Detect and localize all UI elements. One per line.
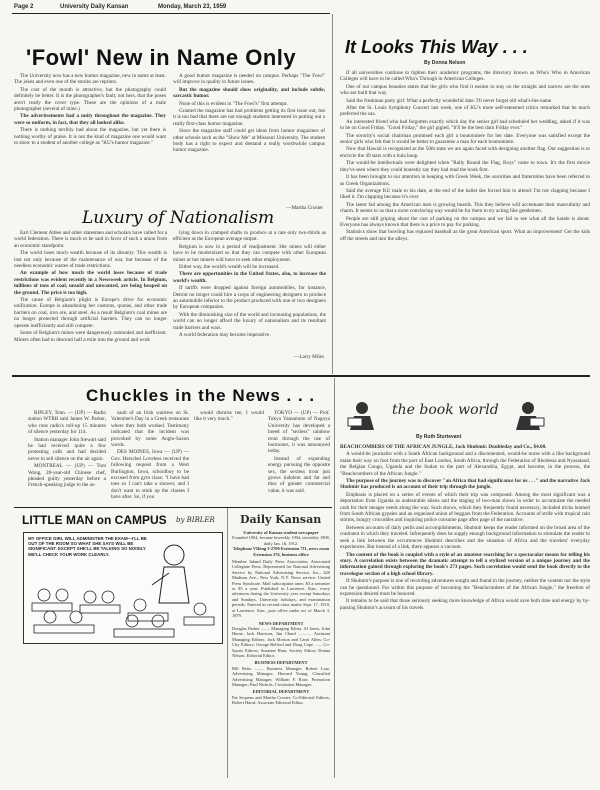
book-heading: BEACHCOMBERS OF THE AFRICAN JUNGLE, Jack Shubmir. Doubleday and Co., $4.00. xyxy=(340,444,547,450)
masthead-telephone: Telephone VIking 3-2700 Extension 711, news room Extension 376, business office xyxy=(232,546,330,557)
book-p4: Between accounts of daily perils and accomplishments, Shubmir keeps the reader informed on the broad area of the continent in which they traveled. Infrequently does he supply enough background information to stimulate the reader to seek a link between the occurrences Shubmir describes and the situation of Africa and the travelers' everyday experiences. But instead of a link, there appears a vacuum. xyxy=(340,524,590,551)
issue-date: Monday, March 23, 1959 xyxy=(158,4,227,10)
luxury-col1-p5: Some of Belgium's mines were dangerously outmoded and inefficient. Miners often had to descend half a mile into the ground and work xyxy=(14,330,167,343)
looks-p5: An interested friend who had forgotten exactly which day the senior girl had scheduled her wedding, asked if it was to be on Good Friday. "Good Friday," the girl gigled, "It'll be the best darn Friday ever." xyxy=(340,118,590,132)
looks-column xyxy=(340,70,590,372)
masthead-divider xyxy=(227,508,228,778)
book-byline: By Ruth Sturtevant xyxy=(416,434,462,440)
section-rule xyxy=(12,375,590,377)
cartoon-caption: MY OFFICE GIRL WILL ADMINISTER THE EXAM—I'LL BE OUT OF THE ROOM SO WHAT SHE SAYS WILL BE SIGNIFICANT. EXCEPT SHE'LL BE TALKING SO NOISILY WE'LL CHECK YOUR WORK CLEARLY. xyxy=(28,536,147,557)
looks-p7: Now that Hawaii is recognized as the 50th state we are again faced with designing another flag. Our suggestion is to encircle the 49 stars with a hula hoop. xyxy=(340,146,590,159)
chuckles-col1 xyxy=(28,410,106,502)
fowl-col1-p1: The University now has a new humor magazine, new in name at least. The jokes and even one of the stories are reprints. xyxy=(14,73,166,86)
masthead-body xyxy=(232,530,330,778)
fowl-col1-p2: The cost of the month is attractive, but the photography could definitely be better. It is the photographer's fault, not hers, that the poses aren't really the cover type. These are the opinions of a male photographer (several of mine.) xyxy=(14,86,166,113)
luxury-col1-p1: Earl Clement Attlee and other statesmen and scholars have called for a world federation. There is much to be said in favor of such a union from an economic standpoint. xyxy=(14,230,167,249)
looks-p10: Said the average KU male to his date, at the end of the ballet she forced him to attend: I'm not clapping because I liked it. I'm clapping because it's over. xyxy=(340,187,590,201)
looks-p11: The latest fad among the American men is growing beards. This they believe will accentuate their masculinity and charm. It seems to us that a more convincing way would be for them to try acting like gentlemen. xyxy=(340,201,590,215)
business-dept-heading: BUSINESS DEPARTMENT xyxy=(254,660,308,666)
book-p5: The content of the book is coupled with a style of an amateur searching for a spectacular means for telling his story. A correlation exists between the dramatic attempt to tell a stylized version of a unique journey and the information gained through exploring the book's 273 pages. Such correlation would send the book directly to the travelogue section of a high school library. xyxy=(340,551,590,577)
chuckles-headline: Chuckles in the News . . . xyxy=(86,386,316,405)
luxury-col1-p3: An example of how much the world loses because of trade restrictions was evident recently in a Newsweek article. In Belgium, millions of tons of coal, unsold and unwanted, are being heaped on the ground. The price is too high. xyxy=(14,270,167,296)
looks-p8: The would-be intellectuals were delighted when "Rally Round the Flag, Boys" came to town. It's the first movie they've seen where they could honestly say they had read the book first. xyxy=(340,160,590,173)
luxury-col2-p4: There are opportunities in the United States, also, to increase the world's wealth. xyxy=(173,271,326,284)
chuckles-item-2: Station manager John Stewart said he had received quite a few protesting calls and had decided never to sell silence on the air again. xyxy=(28,436,106,462)
looks-p12: People are still griping about the cost of parking on the campus and we fail to see what all the hassle is about. Everyone has always known that there is a price to pay for parking. xyxy=(340,215,590,228)
book-p7: It remains to be said that those seriously seeking more knowledge of Africa would save both time and energy by by-passing Shubmir's account of his travels. xyxy=(340,598,590,611)
masthead-subtitle: University of Kansas student newspaper xyxy=(243,530,319,535)
chuckles-col2 xyxy=(111,410,189,502)
masthead-title: Daily Kansan xyxy=(240,513,322,526)
chuckles-col3a xyxy=(194,410,264,426)
chuckles-item-5: DES MOINES, Iowa — (UP) — Gov. Herschel Loveless received the following request from a West Burlington, Iowa, schoolboy to be excused from gym class: "I have bad toes so I can't take a shower, and I don't want to stink up the classes I have after. So, if you xyxy=(111,449,189,501)
chuckles-item-4: sault of an Irish waitress on St. Valentine's Day in a Greek restaurant where they both worked. Testimony indicated that the incident was provoked by some Anglo-Saxon words. xyxy=(111,410,189,449)
cartoon-panel xyxy=(23,532,223,644)
header-rule xyxy=(12,13,330,14)
fowl-col2-p1: A good humor magazine is needed on campus. Perhaps "The Fowl" will improve in quality in future issues. xyxy=(173,73,325,86)
news-dept-staff: Douglas Parker ........ Managing Editor. Al Jones, John Hume, Jack Harrison, Jim Chard ............ Assistant Managing Editors; Jack Morton and Carol Allen, Co-City Editors; George Belford and Doug Cope ....... Co-Sports Editors; Suzanne Harn, Society Editor; Donna Nelson, Editorial Editor. xyxy=(232,625,330,658)
chuckles-col4 xyxy=(268,410,330,502)
fowl-col1 xyxy=(14,73,166,213)
chuckles-item-1: RIPLEY, Tenn. — (UP) — Radio station WTRB said James W. Parker, who runs radio's roll-up 15 minutes of silence yesterday for 114. xyxy=(28,410,106,436)
looks-p13: Statistics show that bowling has replaced baseball as the great American sport. What an improvement! Get the kids off the streets and into the alleys. xyxy=(340,229,590,242)
looks-p2: One of our campus beauties states that the girls who find it easiest to stay on the straight and narrow are the ones who are built that way. xyxy=(340,83,590,97)
luxury-col1 xyxy=(14,230,167,362)
luxury-col2-p7: A world federation may become imperative. xyxy=(179,332,271,339)
page-number: Page 2 xyxy=(14,4,34,10)
book-review xyxy=(340,444,590,780)
fowl-col2-p5: Since the magazine staff could get ideas from humor magazines of other schools such as the "Show Me" at Missouri University. The student body has a right to expect and demand a really worthwhile campus humor magazine. xyxy=(173,128,325,154)
luxury-col2-p5: If tariffs were dropped against foreign automobiles, for instance, Detroit no longer could hire a corps of engineering designers to produce an automobile inferior to the product produced with one or two designers by European companies. xyxy=(173,285,326,311)
chuckles-item-7: TOKYO — (UP) — Prof. Tokyo Yamamoto of Nagoya University has developed a breed of "sexless" rainbow trout through the use of hormones, it was announced today. xyxy=(268,410,330,455)
looks-p3: Said the freshman party girl: What a perfectly wonderful date. I'll never forget old what's-his-name. xyxy=(346,97,553,104)
cartoon-artist: by BIBLER xyxy=(176,516,215,524)
masthead-info: Member Inland Daily Press Association, Associated Collegiate Press. Represented for National Advertising Service by National Advertising Service, Inc., 420 Madison Ave., New York, N.Y. News service: United Press Syndicate. Mail subscription rates: $3 a semester or $5 a year. Published in Lawrence, Kan., every afternoon during the University year except Saturdays and Sundays, University holidays, and examination periods. Entered as second-class matter Sept. 17, 1910, at Lawrence, Kan., post office under act of March 3, 1879. xyxy=(232,559,330,619)
luxury-signature: —Larry Miles xyxy=(294,354,324,360)
chuckles-item-8: Instead of expending energy pursuing the opposite sex, the sexless trout just grows indolent and fat and thus of greater commercial value, it was said. xyxy=(268,455,330,494)
luxury-col2 xyxy=(173,230,326,354)
fowl-col1-p4: There is nothing terribly bad about the magazine, but yet there is nothing worthy of praise. It is not the kind of magazine one would want to show to a student of another college as "KU's humor magazine." xyxy=(14,127,166,147)
book-p1: A would-be journalist with a South African background and a discontented, would-be nurse with a like background make their way on foot from the port of East London, South Africa, through the Federation of Rhodesia and Nyasaland, the Belgian Congo, Uganda and the Sudan to the port of Alexandria, Egypt, and become, in the process, the "Beachcombers of the African Jungle." xyxy=(340,451,590,477)
fowl-signature: —Martha Crosier xyxy=(286,205,323,211)
book-divider xyxy=(334,378,335,778)
reader-right-illustration xyxy=(508,398,548,432)
book-p3: Emphasis is placed on a series of events of which their trip was composed. Among the most significant was a deportation from Uganda as undesirable aliens and the staging of two-man shows in order to accumulate the needed cash for their meager needs along the way. Such shows, which they frequently found necessary, included tricks learned from South African gypsies and an organized union of beggars from the Federation. Accounts of strife with tropical rain storms, hungry crocodiles and inquiring police consume page after page of the narrative. xyxy=(340,491,590,524)
chuckles-item-3: MONTREAL — (UP) — Tom Wong, 28-year-old Chinese chef, pleaded guilty yesterday before a French-speaking judge to the as- xyxy=(28,463,106,489)
looks-byline: By Donna Nelson xyxy=(424,60,466,66)
cartoon-title: LITTLE MAN on CAMPUS xyxy=(22,513,167,527)
cartoon-drawing xyxy=(24,533,222,643)
column-divider xyxy=(332,14,333,374)
business-dept-staff: Bill Reitz ........ Business Manager. Robert Lutz, Advertising Manager; Howard Young, Classified Advertising Manager; William F. Rose, Promotion Manager; Paul Nichols, Circulation Manager. xyxy=(232,665,330,687)
looks-p9: It has been brought to our attention in keeping with Greek Week, the sororities and fraternities have been referred to as Greek Organizations. xyxy=(340,174,590,187)
editorial-dept-heading: EDITORIAL DEPARTMENT xyxy=(252,689,310,695)
luxury-col2-p6: With the diminishing size of the world and increasing populations, the world can no longer afford the luxury of nationalism and its resultant trade barriers and wars. xyxy=(173,311,326,331)
luxury-col2-p2: Belgium is now in a period of readjustment. Her mines will either have to be modernized so that they can compete with other European mines or her miners will have to seek other employment. xyxy=(173,243,326,263)
book-world-title: the book world xyxy=(392,402,499,418)
fowl-col1-p3: The advertisements had a unity throughout the magazine. They were so uniform, in fact, that they all looked alike. xyxy=(14,113,166,126)
fowl-col2-p4: Granted the magazine has had problems getting its first issue out, but it is too bad that there are not enough students interested in putting out a really first-class humor magazine. xyxy=(173,108,325,127)
masthead-founded: Founded 1904, became biweekly 1904, triweekly 1908, daily Jan. 16, 1912. xyxy=(232,535,330,546)
book-p2: The purpose of the journey was to discover "an Africa that had significance for us . . ." and the narrative Jack Shubmir has produced is an account of their trip through the jungle. xyxy=(340,478,590,491)
fowl-col2-p2: But the magazine should show originality, and include subtle, sarcastic humor. xyxy=(173,86,325,100)
news-dept-heading: NEWS DEPARTMENT xyxy=(258,620,304,626)
chuckles-rule xyxy=(14,507,332,508)
looks-p6: The sorority's social chairman promised each girl a boutonniere for her date. Everyone was satisfied except the senior girls who felt that it would be better to guarantee a man for each boutonniere. xyxy=(340,132,590,146)
luxury-col1-p2: The world loses much wealth because of its disunity. This wealth is lost not only because of the maintenance of war, but because of the needless economic wastes of trade restrictions. xyxy=(14,250,167,270)
looks-p4: After the St. Louis Symphony Concert last week, one of KU's more self-esteemed critics remarked that he much preferred the sax. xyxy=(340,105,590,118)
editorial-dept-staff: Pat Sequens and Martha Crosier, Co-Editorial Editors; Robert Haruf, Associate Editorial Editor. xyxy=(232,694,330,706)
luxury-col2-p1: lying down in cramped shafts to produce at a rate only two-thirds as efficient as the European average output. xyxy=(173,230,326,243)
fowl-headline: 'Fowl' New in Name Only xyxy=(26,45,297,70)
paper-name: University Daily Kansan xyxy=(60,4,129,10)
reader-left-illustration xyxy=(344,398,380,432)
fowl-col2-p3: None of this is evident in "The Fowl's" first attempt. xyxy=(179,100,288,107)
fowl-col2 xyxy=(173,73,325,205)
looks-headline: It Looks This Way . . . xyxy=(345,37,528,57)
luxury-headline: Luxury of Nationalism xyxy=(82,208,275,228)
book-p6: If Shubmir's purpose is one of recording adventures sought and found in the journey, neither the content nor the style can be questioned. For within this purpose of becoming the "Beachcombers of the African Jungle," the freedom of expression desired must be honored. xyxy=(340,578,590,597)
luxury-col2-p3: Either way, the world's wealth will be increased. xyxy=(179,264,280,271)
chuckles-item-6: would dismiss me, I would like it very much." xyxy=(194,410,264,423)
luxury-col1-p4: The cause of Belgium's plight is Europe's drive for economic unification. Europe is abandoning her customs, quotas, and other trade barriers on coal, iron ore, and steel. As a result Belgium's coal mines are no longer protected through artificial barriers. They can no longer operate inefficiently and still compete. xyxy=(14,297,167,329)
looks-p1: If all universities continue to tighten their academic programs, the directory known as Who's Who in American Colleges will have to be called Who's Through in American Colleges. xyxy=(340,70,590,83)
